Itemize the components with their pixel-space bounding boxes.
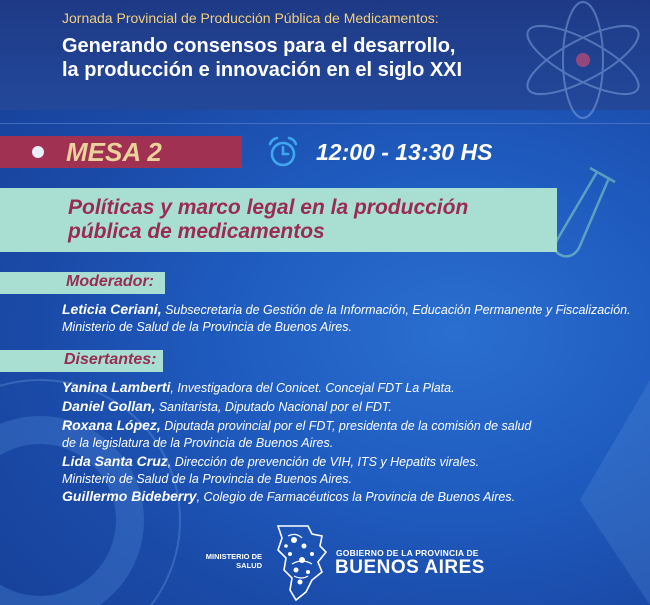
speaker-name: Lida Santa Cruz [62, 453, 168, 469]
moderator-role: Subsecretaria de Gestión de la Información, Educación Permanente y Fiscalización. [161, 303, 631, 317]
speaker-entry [62, 453, 479, 469]
speaker-role: Diputada provincial por el FDT, presidenta de la comisión de salud [160, 419, 532, 433]
event-title-line2: la producción e innovación en el siglo XXI [62, 59, 463, 81]
speaker-name: Roxana López, [62, 417, 161, 433]
header-divider [0, 123, 650, 124]
government-label: GOBIERNO DE LA PROVINCIA DE [336, 548, 479, 558]
speaker-entry [62, 379, 455, 395]
bullet-dot [32, 146, 44, 158]
speaker-role-cont: de la legislatura de la Provincia de Buenos Aires. [62, 436, 334, 450]
session-time: 12:00 - 13:30 HS [316, 139, 493, 165]
speaker-name: Daniel Gollan, [62, 398, 156, 414]
speaker-role: , Colegio de Farmacéuticos la Provincia de Buenos Aires. [196, 490, 516, 504]
event-title-line1: Generando consensos para el desarrollo, [62, 35, 456, 57]
moderator-role-cont: Ministerio de Salud de la Provincia de Buenos Aires. [62, 320, 352, 334]
speaker-role-cont: Ministerio de Salud de la Provincia de Buenos Aires. [62, 472, 352, 486]
speaker-entry [62, 488, 515, 504]
background-shape [560, 380, 650, 605]
session-topic [68, 196, 548, 244]
moderator-name: Leticia Ceriani, [62, 301, 162, 317]
speaker-role: , Investigadora del Conicet. Concejal FDT La Plata. [170, 381, 455, 395]
ministry-logo-text [196, 552, 262, 570]
speaker-entry [62, 417, 531, 433]
ministry-line1: MINISTERIO DE [205, 552, 262, 561]
alarm-clock-icon [266, 135, 300, 169]
moderator-entry [62, 301, 631, 317]
session-topic-line1: Políticas y marco legal en la producción [68, 196, 469, 219]
ministry-line2: SALUD [236, 561, 262, 570]
moderator-heading: Moderador: [66, 273, 154, 290]
event-kicker: Jornada Provincial de Producción Pública de Medicamentos: [62, 10, 439, 26]
session-topic-line2: pública de medicamentos [68, 220, 325, 243]
province-name: BUENOS AIRES [335, 557, 485, 578]
speaker-role: , Dirección de prevención de VIH, ITS y Hepatits virales. [167, 455, 480, 469]
speaker-name: Yanina Lamberti [62, 379, 171, 395]
speakers-heading: Disertantes: [64, 351, 157, 368]
speaker-role: Sanitarista, Diputado Nacional por el FDT. [155, 400, 392, 414]
event-title [62, 34, 462, 82]
province-emblem-icon [272, 524, 328, 602]
session-label: MESA 2 [66, 137, 162, 167]
speaker-name: Guillermo Bideberry [62, 488, 197, 504]
speaker-entry [62, 398, 392, 414]
